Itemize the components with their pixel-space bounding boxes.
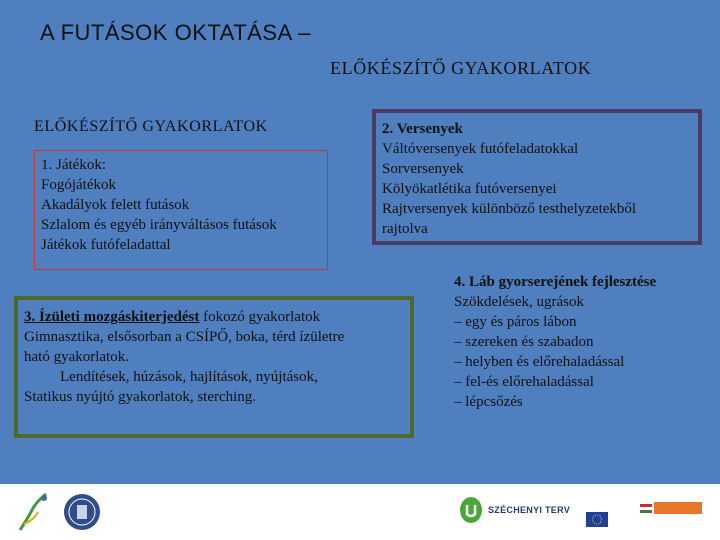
races-box (372, 109, 702, 245)
races-item: Sorversenyek (382, 161, 464, 177)
speed-item: Szökdelések, ugrások (454, 294, 584, 310)
games-item: Játékok futófeladattal (41, 237, 171, 253)
slide-title: A FUTÁSOK OKTATÁSA – (40, 20, 311, 45)
speed-item: – fel-és előrehaladással (454, 374, 594, 390)
joint-line: ható gyakorlatok. (24, 349, 129, 365)
athlete-logo-icon (14, 490, 54, 534)
government-badge-icon (654, 502, 702, 514)
joint-line: Lendítések, húzások, hajlítások, nyújtások, (60, 369, 318, 385)
joint-heading-line (24, 307, 404, 327)
races-item: Rajtversenyek különböző testhelyzetekből (382, 201, 637, 217)
szechenyi-leaf-icon (458, 496, 484, 526)
games-item: Fogójátékok (41, 177, 116, 193)
szechenyi-label: SZÉCHENYI TERV (488, 505, 571, 515)
games-heading: 1. Játékok: (41, 157, 106, 173)
races-item: Váltóversenyek futófeladatokkal (382, 141, 579, 157)
university-seal-icon (62, 492, 102, 532)
speed-heading: 4. Láb gyorserejének fejlesztése (454, 274, 657, 290)
section-heading: ELŐKÉSZÍTŐ GYAKORLATOK (34, 118, 268, 135)
races-heading: 2. Versenyek (382, 121, 463, 137)
joint-heading-rest: fokozó gyakorlatok (199, 309, 321, 325)
games-item: Szlalom és egyéb irányváltásos futások (41, 217, 277, 233)
joint-line: Statikus nyújtó gyakorlatok, sterching. (24, 389, 257, 405)
races-item: Kölyökatlétika futóversenyei (382, 181, 557, 197)
speed-item: – helyben és előrehaladással (454, 354, 625, 370)
races-item: rajtolva (382, 221, 428, 237)
speed-item: – lépcsőzés (454, 394, 523, 410)
joint-mobility-box (14, 296, 414, 438)
joint-line: Gimnasztika, elsősorban a CSÍPŐ, boka, térd ízületre (24, 329, 345, 345)
footer-bar (0, 484, 720, 540)
hungary-flag-icon (640, 504, 652, 513)
leg-speed-box (448, 272, 718, 428)
slide-subtitle: ELŐKÉSZÍTŐ GYAKORLATOK (330, 58, 592, 78)
speed-item: – szereken és szabadon (454, 334, 594, 350)
speed-item: – egy és páros lábon (454, 314, 577, 330)
games-box (34, 150, 328, 270)
games-item: Akadályok felett futások (41, 197, 190, 213)
eu-flag-icon (586, 512, 608, 527)
joint-heading: 3. Ízületi mozgáskiterjedést (24, 309, 200, 325)
